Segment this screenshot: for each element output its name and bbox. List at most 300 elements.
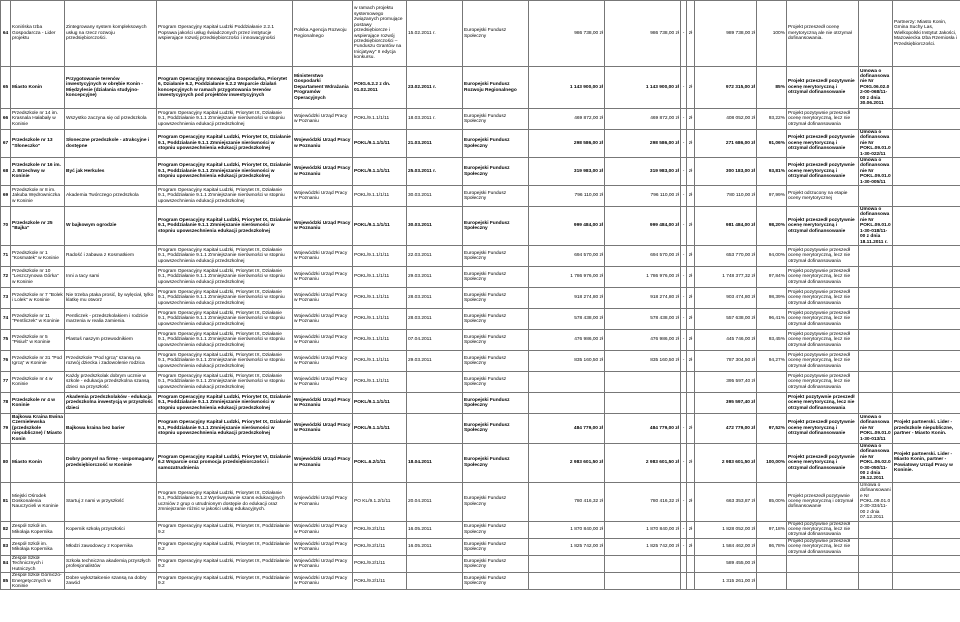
operational-program: Program Operacyjny Kapitał Ludzki, Priorytet IX, Poddziałanie 9.2 — [157, 556, 293, 573]
submission-date: 29.03.2011 — [407, 350, 463, 371]
table-row — [1, 287, 960, 308]
cofinancing-percent: 100,00% — [757, 443, 787, 482]
row-number: 74 — [1, 308, 11, 329]
applicant-name: Miejski Ośrodek Doskonalenia Nauczycieli w Koninie — [11, 482, 65, 521]
submission-date: 07.04.2011 — [407, 329, 463, 350]
applicant-name: Zespół Szkół im. Mikołaja Kopernika — [11, 521, 65, 538]
project-status: Projekt przeszedł pozytywnie ocenę merytoryczną i otrzymał dofinansowanie — [787, 130, 859, 158]
applicant-name: Przedszkole nr 13 "Słoneczko" — [11, 130, 65, 158]
applicant-name: Przedszkole nr 25 "Bajka" — [11, 207, 65, 246]
project-status: Projekt pozytywnie przeszedł ocenę merytoryczną, lecz nie otrzymał dofinansowania — [787, 245, 859, 266]
total-value: 476 986,00 zł — [529, 329, 605, 350]
applicant-name: Przedszkole nr 1 "Kosmatek" w Koninie — [11, 245, 65, 266]
operational-program: Program Operacyjny Kapitał Ludzki, Priorytet IX, Działanie 9.1, Poddziałanie 9.1.1 Zmniejszanie nierówności w stopniu upowszechnienia edukacji przedszkolnej — [157, 308, 293, 329]
row-number: 68 — [1, 158, 11, 186]
project-status: Projekt przeszedł pozytywnie ocenę merytoryczną i otrzymał dofinansowanie — [787, 158, 859, 186]
row-number: 84 — [1, 556, 11, 573]
row-number: 72 — [1, 266, 11, 287]
applicant-name: Przedszkole nr 5 "Pisiuś" w Koninie — [11, 329, 65, 350]
total-value: 780 416,32 zł — [529, 482, 605, 521]
operational-program: Program Operacyjny Kapitał Ludzki, Priorytet IX, Działanie 9.1, Poddziałanie 9.1.1 Zmniejszanie nierówności w stopniu upowszechnienia edukacji przedszkolnej — [157, 287, 293, 308]
institution: Wojewódzki Urząd Pracy w Poznaniu — [293, 329, 353, 350]
call-number: POKL/9.1.1/1/11 — [353, 109, 407, 130]
eligible-value — [605, 573, 681, 590]
applicant-name: Zespół Szkół Technicznych i Hutniczych — [11, 556, 65, 573]
table-row — [1, 573, 960, 590]
row-number: 67 — [1, 130, 11, 158]
project-title: Radość i zabawa z Kosmatkiem — [65, 245, 157, 266]
cofinancing-percent — [757, 371, 787, 392]
project-title: Plastuś naszym przewodnikiem — [65, 329, 157, 350]
institution: Wojewódzki Urząd Pracy w Poznaniu — [293, 413, 353, 443]
operational-program: Program Operacyjny Kapitał Ludzki, Priorytet IX, Działanie 9.1, Poddziałanie 9.1.1 Zmniejszanie nierówności w stopniu upowszechnienia edukacji przedszkolnej — [157, 158, 293, 186]
fund-name: Europejski Fundusz Społeczny — [463, 186, 529, 207]
institution: Wojewódzki Urząd Pracy w Poznaniu — [293, 573, 353, 590]
row-number: 70 — [1, 207, 11, 246]
table-row — [1, 266, 960, 287]
row-number: 78 — [1, 392, 11, 413]
row-number: 65 — [1, 67, 11, 109]
call-number: POKL/9.1.1/1/11 — [353, 158, 407, 186]
row-number: 66 — [1, 109, 11, 130]
project-title: Dobry pomysł na firmę - wspomagamy przedsiębiorczość w Koninie — [65, 443, 157, 482]
cofinancing-value: 2 983 601,50 zł — [695, 443, 757, 482]
project-status: Projekt przeszedł pozytywnie ocenę merytoryczną i otrzymał dofinansowanie — [787, 482, 859, 521]
partner-notes — [893, 287, 960, 308]
cofinancing-value: 1 828 052,00 zł — [695, 521, 757, 538]
total-value: 835 160,50 zł — [529, 350, 605, 371]
cofinancing-value: 1 748 377,32 zł — [695, 266, 757, 287]
table-row — [1, 413, 960, 443]
cofinancing-value: 557 638,00 zł — [695, 308, 757, 329]
project-title: Przygotowanie terenów inwestycyjnych w obrębie Konin - Międzylesie (działania studyjno-koncepcyjne) — [65, 67, 157, 109]
row-number: 76 — [1, 350, 11, 371]
fund-name: Europejski Fundusz Społeczny — [463, 266, 529, 287]
fund-name: Europejski Fundusz Społeczny — [463, 245, 529, 266]
eligible-value: 578 438,00 zł — [605, 308, 681, 329]
dash-value: - — [681, 308, 687, 329]
eligible-value: 918 274,80 zł — [605, 287, 681, 308]
call-number: POIG.6.2.2 z dn. 01.02.2011 — [353, 67, 407, 109]
applicant-name: Przedszkole nr 31 "Pod Igrcą" w Koninie — [11, 350, 65, 371]
agreement-notes — [859, 245, 893, 266]
project-title: Nie trzeba ptaka prosić, by wylęciał, tylko klatkę mu otworz — [65, 287, 157, 308]
agreement-notes — [859, 538, 893, 555]
total-value — [529, 371, 605, 392]
operational-program: Program Operacyjny Kapitał Ludzki, Priorytet IX, Poddziałanie 9.2 — [157, 521, 293, 538]
table-row — [1, 130, 960, 158]
institution: Wojewódzki Urząd Pracy w Poznaniu — [293, 207, 353, 246]
applicant-name: Przedszkole nr 10 "Leszczynowa Górka" w Koninie — [11, 266, 65, 287]
applicant-name: Przedszkole nr 16 im. J. Brzechwy w Koninie — [11, 158, 65, 186]
agreement-notes: Umowa o dofinansowanie Nr POKL.09.01.01-30-018/11-00 z dnia 18.11.2011 r. — [860, 207, 891, 245]
institution: Wojewódzki Urząd Pracy w Poznaniu — [293, 308, 353, 329]
operational-program: Program Operacyjny Kapitał Ludzki, Priorytet IX, Działanie 9.1, Poddziałanie 9.1.1 Zmniejszanie nierówności w stopniu upowszechnienia edukacji przedszkolnej — [157, 245, 293, 266]
project-title: Słoneczne przedszkole - atrakcyjne i dostępne — [65, 130, 157, 158]
currency: zł — [687, 482, 695, 521]
cofinancing-percent: 85,00% — [757, 482, 787, 521]
operational-program: Program Operacyjny Kapitał Ludzki, Priorytet IX, Poddziałanie 9.2 — [157, 573, 293, 590]
operational-program: Program Operacyjny Kapitał Ludzki, Priorytet IX, Działanie 9.1, Poddziałanie 9.1.1 Zmniejszanie nierówności w stopniu upowszechnienia edukacji przedszkolnej — [157, 130, 293, 158]
operational-program: Program Operacyjny Kapitał Ludzki, Priorytet IX, Działanie 9.1, Poddziałanie 9.1.1 Zmniejszanie nierówności w stopniu upowszechnienia edukacji przedszkolnej — [157, 329, 293, 350]
cofinancing-percent: 98,39% — [757, 287, 787, 308]
partner-notes — [893, 538, 960, 555]
cofinancing-percent — [757, 392, 787, 413]
call-number: POKL/9.1.1/1/11 — [353, 245, 407, 266]
submission-date: 28.03.2011 — [407, 287, 463, 308]
eligible-value: 1 143 900,00 zł — [605, 67, 681, 109]
submission-date — [407, 573, 463, 590]
cofinancing-percent: 85% — [757, 67, 787, 109]
project-status: Projekt pozytywnie przeszedł ocenę merytoryczną, lecz nie otrzymał dofinansowania — [787, 350, 859, 371]
currency — [687, 556, 695, 573]
currency: zł — [687, 186, 695, 207]
cofinancing-percent — [757, 573, 787, 590]
fund-name: Europejski Fundusz Społeczny — [463, 443, 529, 482]
currency: zł — [687, 109, 695, 130]
call-number: POKL/9.1.1/1/11 — [353, 392, 407, 413]
row-number: 75 — [1, 329, 11, 350]
call-number: POKL/9.1.1/1/11 — [353, 371, 407, 392]
project-status: Projekt pozytywnie przeszedł ocenę merytoryczną, lecz nie otrzymał dofinansowania — [787, 538, 859, 555]
call-number: POKL/9.2/1/11 — [353, 538, 407, 555]
fund-name: Europejski Fundusz Społeczny — [463, 392, 529, 413]
institution: Ministerstwo Gospodarki Departament Wdrażania Programów Operacyjnych — [293, 67, 353, 109]
row-number: 85 — [1, 573, 11, 590]
cofinancing-value: 1 315 261,00 zł — [695, 573, 757, 590]
total-value: 1 143 900,00 zł — [529, 67, 605, 109]
project-title: Dobre wykształcenie szansą na dobry zawód — [65, 573, 157, 590]
table-row — [1, 245, 960, 266]
call-number: POKL/9.1.1/1/11 — [353, 329, 407, 350]
agreement-notes: Umowa o dofinansowanie Nr POKL.09.01.02-30-334/11-00 z dnia 07.12.2011 — [860, 482, 891, 521]
fund-name: Europejski Fundusz Społeczny — [463, 538, 529, 555]
dash-value: - — [681, 266, 687, 287]
currency: zł — [687, 538, 695, 555]
project-title: Inni a tacy sami — [65, 266, 157, 287]
project-title: Startuj z nami w przyszłość — [65, 482, 157, 521]
call-number: POKL/9.1.1/1/11 — [353, 413, 407, 443]
cofinancing-percent: 97,99% — [757, 186, 787, 207]
institution: Wojewódzki Urząd Pracy w Poznaniu — [293, 521, 353, 538]
project-status: Projekt pozytywnie przeszedł ocenę merytoryczną, lecz nie otrzymał dofinansowania — [787, 308, 859, 329]
partner-notes — [893, 350, 960, 371]
fund-name: Europejski Fundusz Społeczny — [463, 329, 529, 350]
project-title: Przedszkole "Pod Igrcą" szansą na rozwój dziecka i zadowolenie rodzica — [65, 350, 157, 371]
row-number: 69 — [1, 186, 11, 207]
cofinancing-percent: 96,41% — [757, 308, 787, 329]
currency — [687, 573, 695, 590]
project-status: Projekt odrzucony na etapie oceny merytorycznej — [787, 186, 859, 207]
fund-name: Europejski Fundusz Społeczny — [463, 1, 529, 67]
fund-name: Europejski Fundusz Rozwoju Regionalnego — [463, 67, 529, 109]
currency — [687, 392, 695, 413]
operational-program: Program Operacyjny Kapitał Ludzki, Priorytet IX, Działanie 9.1, Poddziałanie 9.1.1 Zmniejszanie nierówności w stopniu upowszechnienia edukacji przedszkolnej — [157, 350, 293, 371]
table-row — [1, 392, 960, 413]
project-status: Projekt pozytywnie przeszedł ocenę merytoryczną, lecz nie otrzymał dofinansowania — [787, 287, 859, 308]
total-value: 484 779,00 zł — [529, 413, 605, 443]
dash-value: - — [681, 350, 687, 371]
applicant-name: Miasto Konin — [11, 443, 65, 482]
submission-date: 21.03.2011 — [407, 130, 463, 158]
call-number: POKL/9.1.1/1/11 — [353, 130, 407, 158]
total-value — [529, 573, 605, 590]
partner-notes — [893, 308, 960, 329]
operational-program: Program Operacyjny Kapitał Ludzki Poddziałanie 2.2.1 Poprawa jakości usług świadczonych przez instytucje wspierające rozwój przedsiębiorczości i innowacyjności — [157, 1, 293, 67]
partner-notes — [893, 266, 960, 287]
currency: zł — [687, 413, 695, 443]
currency: zł — [687, 207, 695, 246]
fund-name: Europejski Fundusz Społeczny — [463, 158, 529, 186]
currency: zł — [687, 329, 695, 350]
dash-value: - — [681, 67, 687, 109]
applicant-name: Przedszkole nr 4 w Koninie — [11, 392, 65, 413]
total-value: 986 738,00 zł — [529, 1, 605, 67]
call-number: POKL/9.1.1/1/11 — [353, 266, 407, 287]
operational-program: Program Operacyjny Kapitał Ludzki, Priorytet IX, Działanie 9.1, Poddziałanie 9.1.2 Wyrównywanie szans edukacyjnych uczniów z grup o utrudnionym dostępie do edukacji oraz zmniejszanie różnic w jakości usług edukacyjnych. — [157, 482, 293, 521]
partner-notes — [893, 130, 960, 158]
total-value: 1 825 742,00 zł — [529, 538, 605, 555]
row-number: 83 — [1, 538, 11, 555]
fund-name: Europejski Fundusz Społeczny — [463, 371, 529, 392]
table-row — [1, 158, 960, 186]
eligible-value: 476 986,00 zł — [605, 329, 681, 350]
total-value: 1 786 976,00 zł — [529, 266, 605, 287]
call-number: POKL.6.2/1/11 — [353, 443, 407, 482]
table-row — [1, 67, 960, 109]
project-title: Pentliczek - przedszkolakiem i rodzicie marzenia w realia zamienia. — [65, 308, 157, 329]
submission-date: 25.03.2011 r. — [407, 158, 463, 186]
agreement-notes — [859, 308, 893, 329]
submission-date: 30.03.2011 — [407, 207, 463, 246]
cofinancing-value: 300 183,00 zł — [695, 158, 757, 186]
table-row — [1, 308, 960, 329]
institution: Wojewódzki Urząd Pracy w Poznaniu — [293, 392, 353, 413]
currency: zł — [687, 158, 695, 186]
applicant-name: Przedszkole nr 8 im. Jakuba Wędrowniczka w Koninie — [11, 186, 65, 207]
table-row — [1, 538, 960, 555]
project-title: Akademia Twórczego przedszkola — [65, 186, 157, 207]
operational-program: Program Operacyjny Kapitał Ludzki, Priorytet VI, Działanie 6.2 Wsparcie oraz promocja przedsiębiorczości i samozatrudnienia — [157, 443, 293, 482]
operational-program: Program Operacyjny Kapitał Ludzki, Priorytet IX, Działanie 9.1, Poddziałanie 9.1.1 Zmniejszanie nierówności w stopniu upowszechnienia edukacji przedszkolnej — [157, 392, 293, 413]
partner-notes — [893, 371, 960, 392]
institution: Wojewódzki Urząd Pracy w Poznaniu — [293, 109, 353, 130]
institution: Wojewódzki Urząd Pracy w Poznaniu — [293, 350, 353, 371]
institution: Wojewódzki Urząd Pracy w Poznaniu — [293, 538, 353, 555]
eligible-value: 1 825 742,00 zł — [605, 538, 681, 555]
agreement-notes: Umowa o dofinansowanie Nr POKL.06.02.00-30-050/11-00 z dnia 29.12.2011 — [860, 443, 891, 482]
call-number: PO KL/9.1.2/1/11 — [353, 482, 407, 521]
table-row — [1, 207, 960, 246]
project-title: Młodzi zawodowcy z Kopernika — [65, 538, 157, 555]
fund-name: Europejski Fundusz Społeczny — [463, 413, 529, 443]
agreement-notes — [859, 329, 893, 350]
project-title: Zintegrowany system kompleksowych usług na rzecz rozwoju przedsiębiorczości. — [65, 1, 157, 67]
project-title: W bajkowym ogrodzie — [65, 207, 157, 246]
submission-date: 23.02.2011 r. — [407, 67, 463, 109]
total-value: 298 586,00 zł — [529, 130, 605, 158]
cofinancing-value: 972 315,00 zł — [695, 67, 757, 109]
currency: zł — [687, 308, 695, 329]
eligible-value: 319 983,00 zł — [605, 158, 681, 186]
project-title: Szkoła techniczna akademią przyszłych profesjonalistów — [65, 556, 157, 573]
call-number: w ramach projektu systemowego związanych promujące postawy przedsiębiorcze i wspierające rozwój przedsiębiorczości – Funduszu Grantów na Inicjatywy" II edycja konkursu. — [353, 1, 407, 67]
agreement-notes — [859, 1, 893, 67]
partner-notes: Partnerzy: Miasto Konin, Gmina Suchy Las, Wielkopolski Instytut Jakości, Mazowiecka Izba Rzemiosła i Przedsiębiorczości. — [893, 1, 960, 67]
project-title: Bajkowa kraina bez barier — [65, 413, 157, 443]
cofinancing-percent: 93,22% — [757, 109, 787, 130]
submission-date: 18.04.2011 — [407, 443, 463, 482]
row-number: 82 — [1, 521, 11, 538]
row-number: 71 — [1, 245, 11, 266]
eligible-value: 835 160,50 zł — [605, 350, 681, 371]
dash-value: - — [681, 413, 687, 443]
dash-value: - — [681, 207, 687, 246]
currency: zł — [687, 130, 695, 158]
dash-value: - — [681, 245, 687, 266]
submission-date: 15.02.2011 r. — [407, 1, 463, 67]
partner-notes — [893, 573, 960, 590]
project-status: Projekt przeszedł pozytywnie ocenę merytoryczną i otrzymał dofinansowanie — [787, 207, 859, 246]
cofinancing-value: 653 770,00 zł — [695, 245, 757, 266]
operational-program: Program Operacyjny Kapitał Ludzki, Priorytet IX, Działanie 9.1, Poddziałanie 9.1.1 Zmniejszanie nierówności w stopniu upowszechnienia edukacji przedszkolnej — [157, 207, 293, 246]
cofinancing-value: 445 746,00 zł — [695, 329, 757, 350]
eligible-value: 1 786 976,00 zł — [605, 266, 681, 287]
call-number: POKL/9.1.1/1/11 — [353, 350, 407, 371]
cofinancing-percent: 97,52% — [757, 413, 787, 443]
operational-program: Program Operacyjny Kapitał Ludzki, Priorytet IX, Działanie 9.1, Poddziałanie 9.1.1 Zmniejszanie nierówności w stopniu upowszechnienia edukacji przedszkolnej — [157, 109, 293, 130]
partner-notes — [893, 186, 960, 207]
cofinancing-percent: 100% — [757, 1, 787, 67]
institution: Wojewódzki Urząd Pracy w Poznaniu — [293, 556, 353, 573]
cofinancing-percent: 98,20% — [757, 207, 787, 246]
call-number: POKL/9.2/1/11 — [353, 521, 407, 538]
applicant-name: Konińska Izba Gospodarcza - Lider projektu — [11, 1, 65, 67]
project-title: Kopernik szkołą przyszłości — [65, 521, 157, 538]
applicant-name: Zespół Szkół im. Mikołaja Kopernika — [11, 538, 65, 555]
cofinancing-value: 663 353,87 zł — [695, 482, 757, 521]
submission-date — [407, 556, 463, 573]
total-value: 319 983,00 zł — [529, 158, 605, 186]
currency: zł — [687, 67, 695, 109]
table-row — [1, 329, 960, 350]
cofinancing-value: 780 110,00 zł — [695, 186, 757, 207]
dash-value: - — [681, 538, 687, 555]
partner-notes — [893, 556, 960, 573]
call-number: POKL/9.2/1/11 — [353, 556, 407, 573]
submission-date: 16.05.2011 — [407, 521, 463, 538]
total-value: 469 872,00 zł — [529, 109, 605, 130]
partner-notes — [893, 245, 960, 266]
agreement-notes: Umowa o dofinansowanie Nr POKL.09.01.01-30-013/11 — [860, 414, 891, 442]
operational-program: Program Operacyjny Kapitał Ludzki, Priorytet IX, Działanie 9.1, Poddziałanie 9.1.1 Zmniejszanie nierówności w stopniu upowszechnienia edukacji przedszkolnej — [157, 413, 293, 443]
project-status: Projekt pozytywnie przeszedł ocenę merytoryczną, lecz nie otrzymał dofinansowania — [787, 521, 859, 538]
eligible-value: 469 872,00 zł — [605, 109, 681, 130]
cofinancing-percent: 97,84% — [757, 266, 787, 287]
call-number: POKL/9.1.1/1/11 — [353, 287, 407, 308]
submission-date: 29.03.2011 — [407, 266, 463, 287]
dash-value: - — [681, 1, 687, 67]
applicant-name: Miasto Konin — [11, 67, 65, 109]
project-title: Każdy przedszkolak dobrym ucznie w szkole - edukacja przedszkolna szansą dzieci na przyszłość — [65, 371, 157, 392]
fund-name: Europejski Fundusz Społeczny — [463, 350, 529, 371]
institution: Wojewódzki Urząd Pracy w Poznaniu — [293, 266, 353, 287]
submission-date: 28.03.2011 — [407, 308, 463, 329]
eligible-value: 694 570,00 zł — [605, 245, 681, 266]
operational-program: Program Operacyjny Kapitał Ludzki, Priorytet IX, Działanie 9.1, Poddziałanie 9.1.1 Zmniejszanie nierówności w stopniu upowszechnienia edukacji przedszkolnej — [157, 186, 293, 207]
cofinancing-value: 1 584 462,00 zł — [695, 538, 757, 555]
project-status: Projekt pozytywnie przeszedł ocenę merytoryczną, lecz nie otrzymał dofinansowania — [787, 392, 859, 413]
project-status: Projekt pozytywnie przeszedł ocenę merytoryczną, lecz nie otrzymał dofinansowania — [787, 109, 859, 130]
dash-value: - — [681, 443, 687, 482]
operational-program: Program Operacyjny Kapitał Ludzki, Priorytet IX, Działanie 9.1, Poddziałanie 9.1.1 Zmniejszanie nierówności w stopniu upowszechnienia edukacji przedszkolnej — [157, 266, 293, 287]
operational-program: Program Operacyjny Innowacyjna Gospodarka, Priorytet 6, Działanie 6.2, Poddziałanie 6.2.2 Wsparcie działań koncepcyjnych w ramach przygotowania terenów inwestycyjnych pod projektów inwestycyjnych — [157, 67, 293, 109]
table-row — [1, 556, 960, 573]
partner-notes — [893, 521, 960, 538]
agreement-notes — [859, 371, 893, 392]
partner-notes — [893, 482, 960, 521]
eligible-value — [605, 371, 681, 392]
partner-notes: Projekt partnerski. Lider - przedszkole niepubliczne, partner - Miasto Konin. — [893, 413, 960, 443]
cofinancing-value: 395 597,40 zł — [695, 371, 757, 392]
cofinancing-value: 981 484,00 zł — [695, 207, 757, 246]
institution: Polska Agencja Rozwoju Regionalnego — [293, 1, 353, 67]
project-status: Projekt przeszedł pozytywnie ocenę merytoryczną i otrzymał dofinansowanie — [787, 443, 859, 482]
fund-name: Europejski Fundusz Społeczny — [463, 130, 529, 158]
cofinancing-value: 589 455,00 zł — [695, 556, 757, 573]
agreement-notes — [859, 287, 893, 308]
dash-value: - — [681, 521, 687, 538]
total-value: 999 484,00 zł — [529, 207, 605, 246]
currency: zł — [687, 350, 695, 371]
project-title: Akademia przedszkolaków - edukacja przedszkolna inwestycją w przyszłość dzieci — [65, 392, 157, 413]
dash-value: - — [681, 482, 687, 521]
partner-notes — [893, 207, 960, 246]
row-number: 79 — [1, 413, 11, 443]
project-status: Projekt przeszedł pozytywnie ocenę merytoryczną i otrzymał dofinansowanie — [787, 413, 859, 443]
applicant-name: Przedszkole nr 4 w Koninie — [11, 371, 65, 392]
eligible-value: 999 484,00 zł — [605, 207, 681, 246]
total-value: 918 274,80 zł — [529, 287, 605, 308]
currency: zł — [687, 287, 695, 308]
fund-name: Europejski Fundusz Społeczny — [463, 109, 529, 130]
eligible-value: 298 586,00 zł — [605, 130, 681, 158]
total-value: 694 570,00 zł — [529, 245, 605, 266]
fund-name: Europejski Fundusz Społeczny — [463, 521, 529, 538]
fund-name: Europejski Fundusz Społeczny — [463, 573, 529, 590]
call-number: POKL/9.2/1/11 — [353, 573, 407, 590]
row-number: 77 — [1, 371, 11, 392]
agreement-notes — [859, 109, 893, 130]
agreement-notes: Umowa o dofinansowanie Nr POKL.09.01.01-30-005/11 — [860, 158, 891, 185]
currency: zł — [687, 1, 695, 67]
dash-value: - — [681, 186, 687, 207]
currency: zł — [687, 443, 695, 482]
eligible-value: 2 983 601,50 zł — [605, 443, 681, 482]
cofinancing-percent — [757, 556, 787, 573]
institution: Wojewódzki Urząd Pracy w Poznaniu — [293, 482, 353, 521]
institution: Wojewódzki Urząd Pracy w Poznaniu — [293, 371, 353, 392]
project-title: Wszystko zaczyna się od przedszkola — [65, 109, 157, 130]
call-number: POKL/9.1.1/1/11 — [353, 207, 407, 246]
agreement-notes — [859, 186, 893, 207]
partner-notes — [893, 109, 960, 130]
currency: zł — [687, 266, 695, 287]
applicant-name: Przedszkole nr 14 im. Krasnala Hałabały w Koninie — [11, 109, 65, 130]
table-row — [1, 521, 960, 538]
institution: Wojewódzki Urząd Pracy w Poznaniu — [293, 443, 353, 482]
agreement-notes — [859, 573, 893, 590]
